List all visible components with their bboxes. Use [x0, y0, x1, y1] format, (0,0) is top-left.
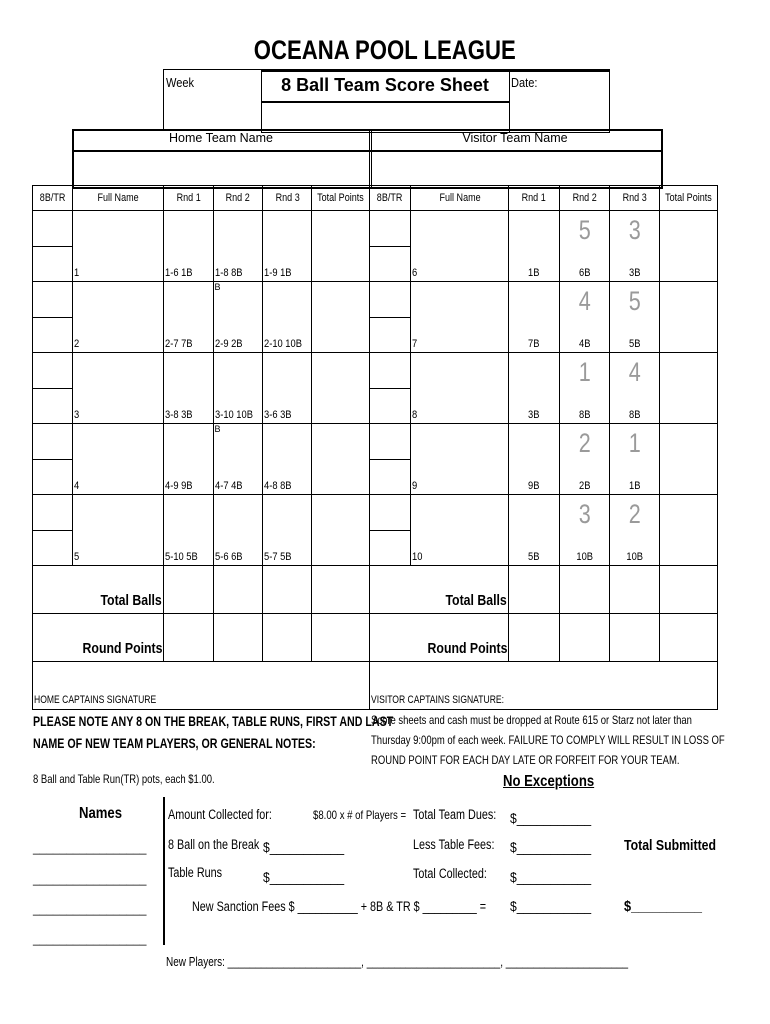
- eight-ball-break-label: 8 Ball on the Break: [168, 837, 260, 852]
- total-team-dues-label: Total Team Dues:: [413, 807, 497, 822]
- grand-total-field[interactable]: $___________: [510, 899, 592, 914]
- visitor-name-cell[interactable]: [411, 495, 509, 566]
- home-rnd1-matchup: 1-6 1B: [165, 267, 193, 279]
- visitor-name-cell[interactable]: [411, 353, 509, 424]
- visitor-rnd2-cell[interactable]: [559, 211, 609, 282]
- home-signature[interactable]: HOME CAPTAINS SIGNATURE: [33, 662, 370, 710]
- visitor-rnd1-cell[interactable]: [509, 424, 559, 495]
- score-grid: [32, 185, 718, 710]
- round-points-home-r3[interactable]: [262, 614, 311, 662]
- total-balls-vis-total[interactable]: [660, 566, 718, 614]
- table-row: [33, 211, 718, 282]
- total-collected-field[interactable]: $___________: [510, 870, 592, 885]
- total-balls-home-r2[interactable]: [213, 566, 262, 614]
- home-rnd2-matchup: 1-8 8B: [214, 267, 243, 279]
- home-8btr-cell[interactable]: [33, 495, 73, 566]
- visitor-total-cell[interactable]: [660, 353, 718, 424]
- visitor-rnd3-cell[interactable]: [609, 282, 659, 353]
- total-balls-vis-r3[interactable]: [609, 566, 659, 614]
- less-table-fees-field[interactable]: $___________: [510, 840, 592, 855]
- home-8btr-cell[interactable]: [33, 353, 73, 424]
- table-runs-field[interactable]: $___________: [263, 870, 345, 885]
- col-rnd2-visitor: Rnd 2: [559, 186, 609, 211]
- home-rnd1-cell[interactable]: [164, 495, 213, 566]
- home-rnd2-matchup: 3-10 10B: [214, 409, 253, 421]
- home-rnd2-matchup: 2-9 2B: [214, 338, 243, 350]
- home-total-cell[interactable]: [312, 353, 370, 424]
- visitor-rnd1-cell[interactable]: [509, 495, 559, 566]
- table-row: [33, 424, 718, 495]
- visitor-rnd3-opponent: 5: [628, 286, 641, 316]
- visitor-rnd3-cell[interactable]: [609, 495, 659, 566]
- home-rnd2-note: B: [214, 282, 221, 292]
- visitor-rnd3-opponent: 3: [628, 215, 641, 245]
- visitor-rnd3-opponent: 4: [628, 357, 641, 387]
- home-name-cell[interactable]: [73, 495, 164, 566]
- names-divider: [163, 797, 165, 945]
- visitor-total-cell[interactable]: [660, 424, 718, 495]
- home-team-label: Home Team Name: [169, 131, 273, 145]
- round-points-row: [33, 614, 718, 662]
- home-rnd3-matchup: 2-10 10B: [263, 338, 302, 350]
- visitor-rnd2-opponent: 1: [578, 357, 591, 387]
- home-name-cell[interactable]: [73, 353, 164, 424]
- col-total-visitor: Total Points: [660, 186, 718, 211]
- visitor-rnd2-ball: 4B: [578, 338, 590, 350]
- visitor-rnd2-cell[interactable]: [559, 282, 609, 353]
- home-rnd3-matchup: 3-6 3B: [263, 409, 292, 421]
- name-line-1[interactable]: _________________: [33, 841, 147, 855]
- col-rnd1-home: Rnd 1: [164, 186, 213, 211]
- total-submitted-label: Total Submitted: [624, 837, 717, 854]
- notes-line-1: PLEASE NOTE ANY 8 ON THE BREAK, TABLE RUNS, FIRST AND LAST: [33, 714, 394, 729]
- col-rnd3-home: Rnd 3: [262, 186, 311, 211]
- home-8btr-cell[interactable]: [33, 424, 73, 495]
- total-team-dues-field[interactable]: $___________: [510, 811, 592, 826]
- visitor-team-label: Visitor Team Name: [462, 131, 568, 145]
- visitor-total-cell[interactable]: [660, 211, 718, 282]
- total-balls-home-r3[interactable]: [262, 566, 311, 614]
- round-points-vis-total[interactable]: [660, 614, 718, 662]
- home-rnd1-cell[interactable]: [164, 282, 213, 353]
- home-rnd1-cell[interactable]: [164, 211, 213, 282]
- total-balls-home-total[interactable]: [312, 566, 370, 614]
- round-points-vis-r2[interactable]: [559, 614, 609, 662]
- home-rnd2-cell[interactable]: [213, 211, 262, 282]
- visitor-player-number: 8: [412, 409, 418, 421]
- header-row: [33, 186, 718, 211]
- visitor-rnd1-ball: 5B: [528, 551, 540, 563]
- visitor-name-cell[interactable]: [411, 211, 509, 282]
- date-label: Date:: [511, 75, 538, 90]
- home-rnd1-cell[interactable]: [164, 424, 213, 495]
- col-8btr-home: 8B/TR: [33, 186, 73, 211]
- total-submitted-field[interactable]: $__________: [624, 898, 703, 915]
- visitor-rnd3-cell[interactable]: [609, 211, 659, 282]
- visitor-rnd3-ball: 3B: [628, 267, 641, 279]
- home-rnd2-cell[interactable]: [213, 353, 262, 424]
- col-rnd3-visitor: Rnd 3: [609, 186, 659, 211]
- home-name-cell[interactable]: [73, 282, 164, 353]
- visitor-rnd2-ball: 2B: [578, 480, 590, 492]
- home-rnd1-matchup: 4-9 9B: [165, 480, 193, 492]
- visitor-rnd2-ball: 8B: [578, 409, 590, 421]
- home-rnd2-matchup: 4-7 4B: [214, 480, 243, 492]
- no-exceptions: No Exceptions: [503, 773, 595, 790]
- round-points-vis-r3[interactable]: [609, 614, 659, 662]
- visitor-rnd1-ball: 7B: [528, 338, 540, 350]
- week-label: Week: [166, 75, 195, 90]
- visitor-player-number: 6: [412, 267, 418, 279]
- page-title: OCEANA POOL LEAGUE: [253, 35, 517, 65]
- table-row: [33, 353, 718, 424]
- home-rnd1-cell[interactable]: [164, 353, 213, 424]
- home-rnd1-matchup: 3-8 3B: [165, 409, 193, 421]
- visitor-total-cell[interactable]: [660, 495, 718, 566]
- home-player-number: 4: [74, 480, 80, 492]
- visitor-rnd2-ball: 6B: [578, 267, 590, 279]
- home-rnd2-note: B: [214, 424, 221, 434]
- visitor-rnd1-ball: 9B: [528, 480, 540, 492]
- visitor-rnd2-cell[interactable]: [559, 424, 609, 495]
- visitor-rnd2-opponent: 2: [578, 428, 591, 458]
- dropoff-line-1: Score sheets and cash must be dropped at Route 615 or Starz not later than: [371, 713, 692, 727]
- home-rnd3-cell[interactable]: [262, 282, 311, 353]
- name-line-4[interactable]: _________________: [33, 932, 147, 946]
- home-total-cell[interactable]: [312, 282, 370, 353]
- home-rnd2-cell[interactable]: [213, 282, 262, 353]
- visitor-signature[interactable]: VISITOR CAPTAINS SIGNATURE:: [369, 662, 717, 710]
- visitor-8btr-cell[interactable]: [369, 211, 410, 282]
- visitor-rnd3-cell[interactable]: [609, 424, 659, 495]
- home-player-number: 2: [74, 338, 80, 350]
- less-table-fees-label: Less Table Fees:: [413, 837, 495, 852]
- home-rnd1-matchup: 5-10 5B: [165, 551, 198, 563]
- visitor-rnd1-ball: 3B: [528, 409, 540, 421]
- total-balls-vis-r1[interactable]: [509, 566, 559, 614]
- total-balls-vis-r2[interactable]: [559, 566, 609, 614]
- visitor-8btr-cell[interactable]: [369, 282, 410, 353]
- home-rnd3-matchup: 4-8 8B: [263, 480, 292, 492]
- visitor-player-number: 7: [412, 338, 418, 350]
- visitor-name-cell[interactable]: [411, 424, 509, 495]
- total-balls-row: [33, 566, 718, 614]
- visitor-rnd1-cell[interactable]: [509, 353, 559, 424]
- table-row: [33, 495, 718, 566]
- per-player-label: $8.00 x # of Players =: [313, 808, 407, 822]
- col-total-home: Total Points: [312, 186, 370, 211]
- notes-line-2: NAME OF NEW TEAM PLAYERS, OR GENERAL NOTES:: [33, 736, 316, 751]
- home-player-number: 1: [74, 267, 80, 279]
- visitor-8btr-cell[interactable]: [369, 424, 410, 495]
- visitor-rnd3-ball: 5B: [628, 338, 641, 350]
- table-row: [33, 282, 718, 353]
- visitor-rnd3-ball: 10B: [626, 551, 644, 563]
- dropoff-line-2: Thursday 9:00pm of each week. FAILURE TO COMPLY WILL RESULT IN LOSS OF: [371, 733, 725, 747]
- amount-collected-label: Amount Collected for:: [168, 807, 272, 822]
- home-total-cell[interactable]: [312, 211, 370, 282]
- visitor-name-cell[interactable]: [411, 282, 509, 353]
- home-rnd3-cell[interactable]: [262, 495, 311, 566]
- col-fullname-home: Full Name: [73, 186, 164, 211]
- visitor-rnd3-opponent: 2: [628, 499, 641, 529]
- new-players-line[interactable]: New Players: ________________________, ________________________, ______________________: [166, 955, 629, 969]
- home-rnd2-matchup: 5-6 6B: [214, 551, 243, 563]
- home-rnd2-cell[interactable]: [213, 424, 262, 495]
- names-label: Names: [79, 805, 123, 822]
- round-points-home-label: Round Points: [33, 614, 164, 662]
- home-rnd2-cell[interactable]: [213, 495, 262, 566]
- home-player-number: 3: [74, 409, 80, 421]
- round-points-home-total[interactable]: [312, 614, 370, 662]
- home-player-number: 5: [74, 551, 80, 563]
- new-sanction-fees[interactable]: New Sanction Fees $ __________ + 8B & TR $ _________ =: [192, 899, 487, 914]
- home-total-cell[interactable]: [312, 424, 370, 495]
- home-name-cell[interactable]: [73, 211, 164, 282]
- total-balls-home-label: Total Balls: [33, 566, 164, 614]
- pots-note: 8 Ball and Table Run(TR) pots, each $1.00.: [33, 772, 215, 786]
- visitor-rnd1-cell[interactable]: [509, 211, 559, 282]
- eight-ball-break-field[interactable]: $___________: [263, 840, 345, 855]
- visitor-player-number: 10: [412, 551, 423, 563]
- home-rnd3-matchup: 1-9 1B: [263, 267, 292, 279]
- col-8btr-visitor: 8B/TR: [369, 186, 410, 211]
- col-fullname-visitor: Full Name: [411, 186, 509, 211]
- name-line-3[interactable]: _________________: [33, 902, 147, 916]
- home-rnd1-matchup: 2-7 7B: [165, 338, 193, 350]
- signature-row: [33, 662, 718, 710]
- visitor-rnd1-cell[interactable]: [509, 282, 559, 353]
- round-points-vis-r1[interactable]: [509, 614, 559, 662]
- visitor-rnd2-ball: 10B: [575, 551, 593, 563]
- visitor-8btr-cell[interactable]: [369, 495, 410, 566]
- visitor-8btr-cell[interactable]: [369, 353, 410, 424]
- visitor-rnd2-cell[interactable]: [559, 495, 609, 566]
- visitor-total-cell[interactable]: [660, 282, 718, 353]
- visitor-rnd3-opponent: 1: [628, 428, 641, 458]
- visitor-rnd3-ball: 8B: [628, 409, 641, 421]
- round-points-home-r1[interactable]: [164, 614, 213, 662]
- visitor-rnd2-opponent: 5: [578, 215, 591, 245]
- visitor-rnd3-cell[interactable]: [609, 353, 659, 424]
- visitor-rnd1-ball: 1B: [528, 267, 540, 279]
- visitor-player-number: 9: [412, 480, 418, 492]
- round-points-home-r2[interactable]: [213, 614, 262, 662]
- home-rnd3-matchup: 5-7 5B: [263, 551, 292, 563]
- home-name-cell[interactable]: [73, 424, 164, 495]
- name-line-2[interactable]: _________________: [33, 872, 147, 886]
- sheet-title: 8 Ball Team Score Sheet: [281, 75, 489, 95]
- home-rnd3-cell[interactable]: [262, 424, 311, 495]
- home-8btr-cell[interactable]: [33, 282, 73, 353]
- visitor-rnd2-opponent: 4: [578, 286, 591, 316]
- dropoff-line-3: ROUND POINT FOR EACH DAY LATE OR FORFEIT FOR YOUR TEAM.: [371, 753, 680, 767]
- table-runs-label: Table Runs: [168, 865, 223, 880]
- col-rnd2-home: Rnd 2: [213, 186, 262, 211]
- home-rnd3-cell[interactable]: [262, 211, 311, 282]
- total-balls-visitor-label: Total Balls: [369, 566, 508, 614]
- visitor-rnd3-ball: 1B: [628, 480, 641, 492]
- home-rnd3-cell[interactable]: [262, 353, 311, 424]
- total-collected-label: Total Collected:: [413, 866, 487, 881]
- visitor-rnd2-cell[interactable]: [559, 353, 609, 424]
- home-total-cell[interactable]: [312, 495, 370, 566]
- visitor-rnd2-opponent: 3: [578, 499, 591, 529]
- total-balls-home-r1[interactable]: [164, 566, 213, 614]
- round-points-visitor-label: Round Points: [369, 614, 508, 662]
- home-8btr-cell[interactable]: [33, 211, 73, 282]
- col-rnd1-visitor: Rnd 1: [509, 186, 559, 211]
